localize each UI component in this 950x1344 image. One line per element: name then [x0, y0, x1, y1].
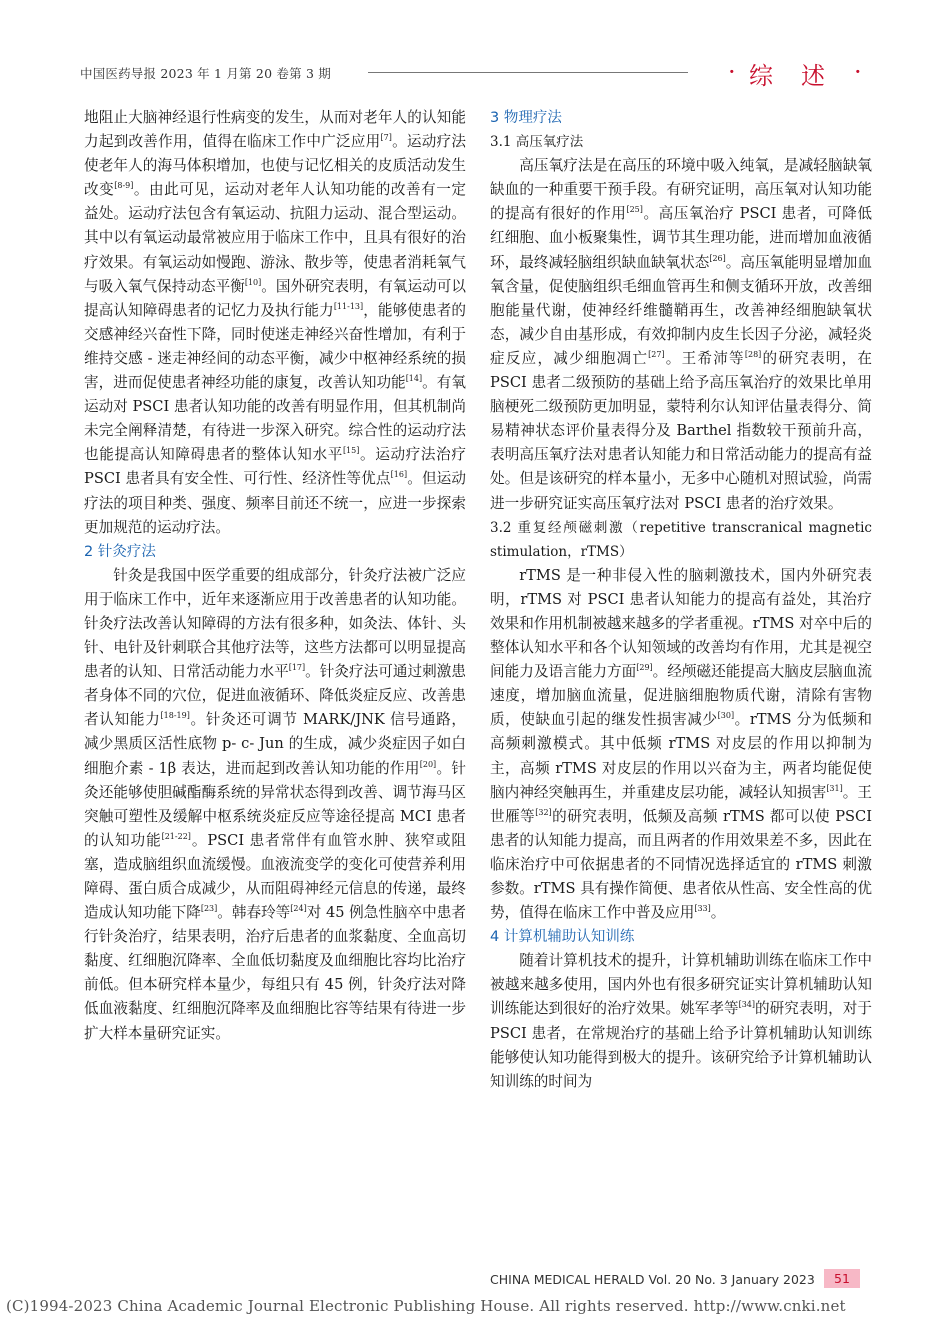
citation: [33]: [694, 904, 711, 914]
heading-acupuncture: 2 针灸疗法: [84, 543, 156, 560]
text-run: 。有氧运动对 PSCI 患者认知功能的改善有明显作用，但其机制尚未完全阐释清楚，有待进一步深入研究。综合性的运动疗法也能提高认知障碍患者的整体认知水平: [84, 374, 466, 464]
page-number: 51: [824, 1269, 860, 1288]
left-column: [84, 106, 466, 1046]
paragraph-hyperbaric-oxygen: [490, 154, 872, 515]
text-run: 。针灸还可调节 MARK/JNK 信号通路，减少黑质区活性底物 p- c- Jun 的生成，减少炎症因子如白细胞介素 - 1β 表达，进而起到改善认知功能的作用: [84, 711, 466, 777]
text-run: 。rTMS 分为低频和高频刺激模式。其中低频 rTMS 对皮层的作用以抑制为主，高频 rTMS 对皮层的作用以兴奋为主，两者均能促使脑内神经突触再生，并重建皮层功能，减轻认知损害: [490, 711, 872, 801]
right-column: [490, 106, 872, 1094]
citation: [18-19]: [160, 711, 190, 721]
citation: [24]: [290, 904, 307, 914]
heading-computer-training: 4 计算机辅助认知训练: [490, 929, 635, 946]
section-title: 综述: [749, 62, 853, 90]
citation: [20]: [419, 759, 437, 769]
text-run: 。韩春玲等: [217, 904, 291, 922]
text-run: 的研究表明，对于 PSCI 患者，在常规治疗的基础上给予计算机辅助认知训练能够使认知功能得到极大的提升。该研究给予计算机辅助认知训练的时间为: [490, 1000, 872, 1090]
text-run: 。王世雁等: [490, 783, 872, 825]
citation: [34]: [738, 1000, 755, 1010]
citation: [27]: [648, 350, 665, 360]
text-run: ，能够使患者的交感神经兴奋性下降，同时使迷走神经兴奋性增加，有利于维持交感 - 迷走神经间的动态平衡，减少中枢神经系统的损害，进而促使患者神经功能的康复，改善认知功能: [84, 301, 466, 392]
text-run: 。王希沛等: [664, 349, 745, 367]
text-run: 。: [710, 904, 726, 922]
text-run: 。针灸疗法可通过刺激患者身体不同的穴位，促进血液循环、降低炎症反应、改善患者认知能力: [84, 663, 466, 729]
text-run: rTMS 是一种非侵入性的脑刺激技术，国内外研究表明，rTMS 对 PSCI 患者认知能力的提高有益处，其治疗效果和作用机制被越来越多的学者重视。rTMS 对卒中后的整体认知水平和各个认知领域的改善均有作用，尤其是视空间能力及语言能力方面: [490, 566, 872, 681]
text-run: 。高压氧能明显增加血氧含量，促使脑组织毛细血管再生和侧支循环开放，改善细胞能量代谢，使神经纤维髓鞘再生，改善神经细胞缺氧状态，减少自由基形成，有效抑制内皮生长因子分泌，减轻炎症反应，减少细胞凋亡: [490, 253, 872, 367]
text-run: 。针灸还能够使胆碱酯酶系统的异常状态得到改善、调节海马区突触可塑性及缓解中枢系统炎症反应等途径提高 MCI 患者的认知功能: [84, 759, 466, 849]
section-dot-left: ·: [728, 58, 736, 86]
text-run: 对 45 例急性脑卒中患者行针灸治疗，结果表明，治疗后患者的血浆黏度、全血高切黏度、红细胞沉降率、全血低切黏度及血细胞比容均比治疗前低。但本研究样本量少，每组只有 45 例，针灸疗法对降低血液黏度、红细胞沉降率及血细胞比容等结果有待进一步扩大样本量研究证实。: [84, 904, 466, 1042]
text-run: 。运动疗法使老年人的海马体积增加，也使与记忆相关的皮质活动发生改变: [84, 133, 466, 199]
text-run: 随着计算机技术的提升，计算机辅助训练在临床工作中被越来越多使用，国内外也有很多研究证实计算机辅助认知训练能达到很好的治疗效果。姚军孝等: [490, 952, 872, 1018]
section-dot-right: ·: [854, 58, 862, 86]
text-run: 。但运动疗法的项目种类、强度、频率目前还不统一，应进一步探索更加规范的运动疗法。: [84, 470, 466, 536]
heading-rtms: 3.2 重复经颅磁刺激（repetitive transcranical magnetic stimulation，rTMS）: [490, 519, 872, 560]
copyright-notice: (C)1994-2023 China Academic Journal Electronic Publishing House. All rights reserved. http://www.cnki.net: [6, 1297, 846, 1315]
citation: [16]: [390, 470, 408, 480]
text-run: 高压氧疗法是在高压的环境中吸入纯氧，是减轻脑缺氧缺血的一种重要干预手段。有研究证明，高压氧对认知功能的提高有很好的作用: [490, 157, 872, 223]
text-run: 。PSCI 患者常伴有血管水肿、狭窄或阻塞，造成脑组织血流缓慢。血液流变学的变化可使营养利用障碍、蛋白质合成减少，从而阻碍神经元信息的传递，最终造成认知功能下降: [84, 831, 466, 922]
text-run: 。运动疗法治疗 PSCI 患者具有安全性、可行性、经济性等优点: [84, 446, 466, 488]
running-header: 中国医药导报 2023 年 1 月第 20 卷第 3 期: [80, 66, 332, 81]
citation: [23]: [200, 904, 218, 914]
text-run: 。经颅磁还能提高大脑皮层脑血流速度，增加脑血流量，促进脑细胞物质代谢，清除有害物质，使缺血引起的继发性损害减少: [490, 663, 872, 729]
footer-journal: CHINA MEDICAL HERALD Vol. 20 No. 3 January 2023: [490, 1272, 815, 1287]
citation: [28]: [744, 350, 762, 360]
header-rule: [368, 72, 688, 73]
citation: [14]: [405, 374, 423, 384]
paragraph-rtms: [490, 564, 872, 925]
text-run: 的研究表明，在 PSCI 患者二级预防的基础上给予高压氧治疗的效果比单用脑梗死二级预防更加明显，蒙特利尔认知评估量表得分、简易精神状态评价量表得分及 Barthel 指数较干预前升高，表明高压氧疗法对患者认知能力和日常活动能力的提高有益处。但是该研究的样本量小，无多中心随机对照试验，尚需进一步研究证实高压氧疗法对 PSCI 患者的治疗效果。: [490, 349, 872, 512]
text-run: 。由此可见，运动对老年人认知功能的改善有一定益处。运动疗法包含有氧运动、抗阻力运动、混合型运动。其中以有氧运动最常被应用于临床工作中，且具有很好的治疗效果。有氧运动如慢跑、游泳、散步等，使患者消耗氧气与吸入氧气保持动态平衡: [84, 181, 466, 295]
text-run: 。国外研究表明，有氧运动可以提高认知障碍患者的记忆力及执行能力: [84, 277, 466, 319]
text-run: 针灸是我国中医学重要的组成部分，针灸疗法被广泛应用于临床工作中，近年来逐渐应用于改善患者的认知功能。针灸疗法改善认知障碍的方法有很多种，如灸法、体针、头针、电针及针刺联合其他疗法等，这些方法都可以明显提高患者的认知、日常活动能力水平: [84, 566, 466, 681]
paragraph-exercise: [84, 106, 466, 540]
citation: [10]: [244, 277, 262, 287]
citation: [17]: [288, 663, 306, 673]
text-run: 的研究表明，低频及高频 rTMS 都可以使 PSCI 患者的认知能力提高，而且两者的作用效果差不多，因此在临床治疗中可依据患者的不同情况选择适宜的 rTMS 刺激参数。rTMS 具有操作简便、患者依从性高、安全性高的优势，值得在临床工作中普及应用: [490, 807, 872, 922]
text-run: 。高压氧治疗 PSCI 患者，可降低红细胞、血小板聚集性，调节其生理功能，进而增加血液循环，最终减轻脑组织缺血缺氧状态: [490, 205, 872, 271]
citation: [8-9]: [114, 181, 134, 191]
citation: [30]: [717, 711, 735, 721]
citation: [32]: [535, 807, 552, 817]
citation: [11-13]: [333, 301, 364, 311]
paragraph-acupuncture: [84, 564, 466, 1046]
citation: [7]: [380, 133, 392, 143]
heading-hyperbaric-oxygen: 3.1 高压氧疗法: [490, 134, 584, 151]
citation: [21-22]: [161, 831, 191, 841]
text-run: 地阻止大脑神经退行性病变的发生，从而对老年人的认知能力起到改善作用，值得在临床工作中广泛应用: [84, 109, 466, 151]
paragraph-computer-training: [490, 949, 872, 1094]
citation: [15]: [342, 446, 360, 456]
citation: [25]: [626, 205, 643, 215]
citation: [29]: [636, 663, 653, 673]
citation: [26]: [709, 253, 726, 263]
heading-physical-therapy: 3 物理疗法: [490, 110, 562, 126]
citation: [31]: [826, 783, 843, 793]
